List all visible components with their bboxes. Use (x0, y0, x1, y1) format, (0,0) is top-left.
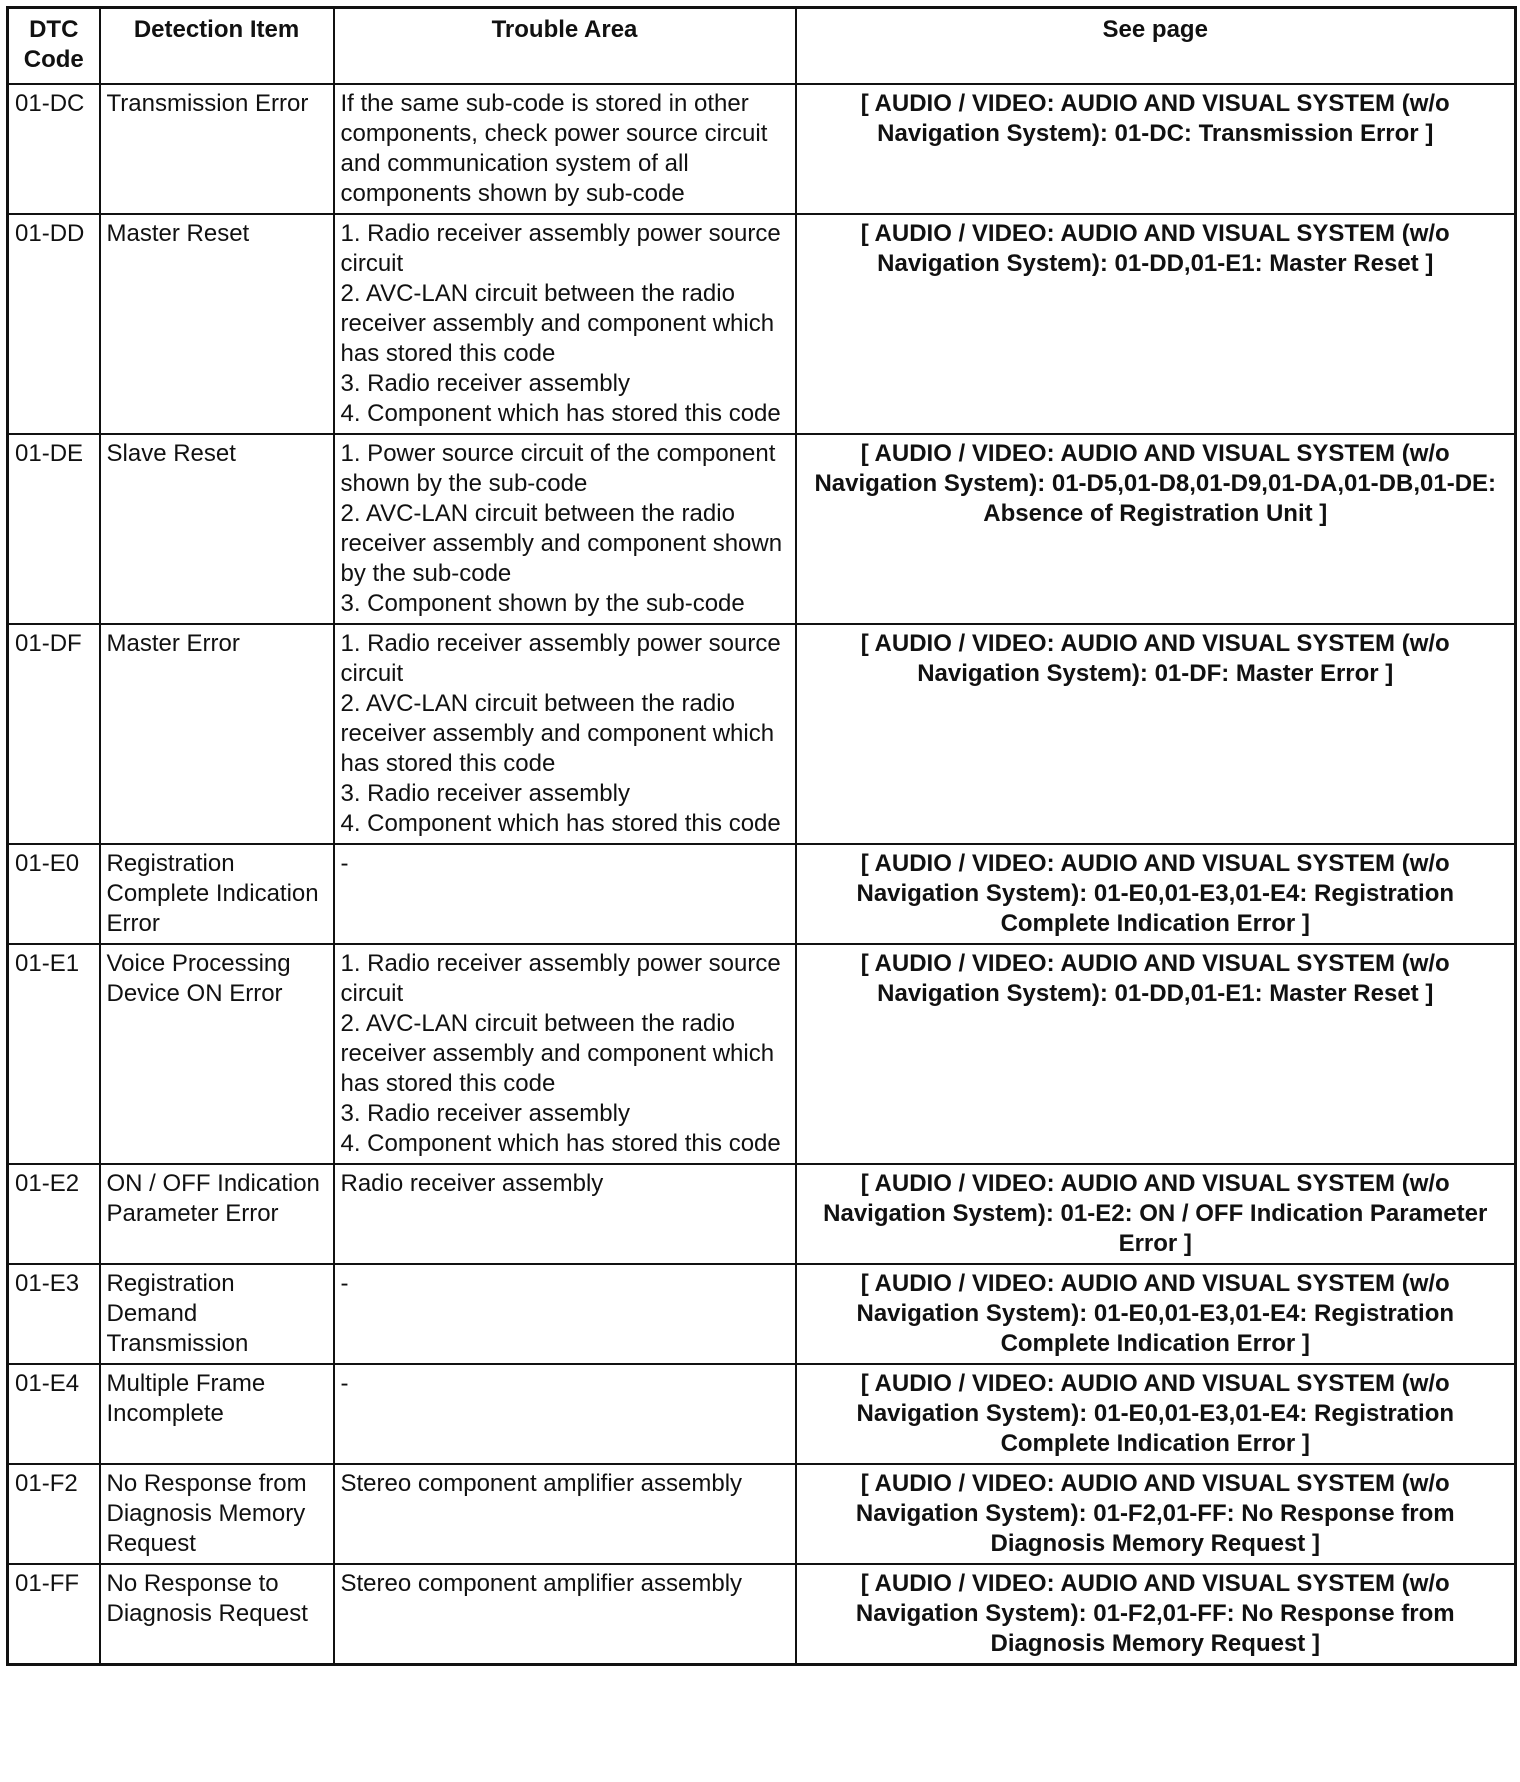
trouble-area-line: Stereo component amplifier assembly (340, 1570, 743, 1597)
detection-item-cell: Registration Complete Indication Error (100, 844, 334, 944)
detection-item-cell: Voice Processing Device ON Error (100, 944, 334, 1164)
table-row (8, 1564, 1516, 1665)
trouble-area-line: - (340, 1370, 349, 1397)
trouble-area-line: 2. AVC-LAN circuit between the radio receiver assembly and component shown by the sub-code (340, 500, 783, 587)
trouble-area-cell (334, 214, 796, 434)
trouble-area-line: Stereo component amplifier assembly (340, 1470, 743, 1497)
table-row (8, 844, 1516, 944)
trouble-area-line: Radio receiver assembly (340, 1170, 604, 1197)
table-row (8, 1364, 1516, 1464)
detection-item-cell: Transmission Error (100, 84, 334, 214)
dtc-code-cell: 01-DC (8, 84, 100, 214)
table-row (8, 84, 1516, 214)
dtc-code-cell: 01-E2 (8, 1164, 100, 1264)
detection-item-cell: Master Error (100, 624, 334, 844)
header-detection-item: Detection Item (100, 8, 334, 85)
header-trouble-area: Trouble Area (334, 8, 796, 85)
see-page-link[interactable]: [ AUDIO / VIDEO: AUDIO AND VISUAL SYSTEM (w/o Navigation System): 01-DC: Transmission Error ] (796, 84, 1516, 214)
trouble-area-line: 4. Component which has stored this code (340, 810, 781, 837)
trouble-area-line: If the same sub-code is stored in other components, check power source circuit and communication system of all components shown by sub-code (340, 90, 768, 207)
table-row (8, 624, 1516, 844)
trouble-area-cell (334, 944, 796, 1164)
trouble-area-cell (334, 1164, 796, 1264)
dtc-code-cell: 01-FF (8, 1564, 100, 1665)
see-page-link[interactable]: [ AUDIO / VIDEO: AUDIO AND VISUAL SYSTEM (w/o Navigation System): 01-F2,01-FF: No Response from Diagnosis Memory Request ] (796, 1564, 1516, 1665)
dtc-code-cell: 01-E1 (8, 944, 100, 1164)
dtc-code-cell: 01-F2 (8, 1464, 100, 1564)
trouble-area-cell (334, 434, 796, 624)
trouble-area-cell (334, 1464, 796, 1564)
see-page-link[interactable]: [ AUDIO / VIDEO: AUDIO AND VISUAL SYSTEM (w/o Navigation System): 01-DD,01-E1: Master Reset ] (796, 214, 1516, 434)
detection-item-cell: ON / OFF Indication Parameter Error (100, 1164, 334, 1264)
dtc-code-cell: 01-E3 (8, 1264, 100, 1364)
trouble-area-line: 1. Radio receiver assembly power source circuit (340, 630, 781, 687)
trouble-area-line: 1. Power source circuit of the component shown by the sub-code (340, 440, 776, 497)
detection-item-cell: No Response to Diagnosis Request (100, 1564, 334, 1665)
dtc-code-cell: 01-DD (8, 214, 100, 434)
table-row (8, 1164, 1516, 1264)
trouble-area-line: 4. Component which has stored this code (340, 400, 781, 427)
header-dtc-code: DTC Code (8, 8, 100, 85)
trouble-area-line: 3. Radio receiver assembly (340, 780, 630, 807)
dtc-code-cell: 01-DE (8, 434, 100, 624)
detection-item-cell: Multiple Frame Incomplete (100, 1364, 334, 1464)
see-page-link[interactable]: [ AUDIO / VIDEO: AUDIO AND VISUAL SYSTEM (w/o Navigation System): 01-D5,01-D8,01-D9,01-DA,01-DB,01-DE: Absence of Registration Unit ] (796, 434, 1516, 624)
trouble-area-line: 3. Radio receiver assembly (340, 370, 630, 397)
dtc-code-cell: 01-DF (8, 624, 100, 844)
table-row (8, 434, 1516, 624)
table-row (8, 944, 1516, 1164)
see-page-link[interactable]: [ AUDIO / VIDEO: AUDIO AND VISUAL SYSTEM (w/o Navigation System): 01-E2: ON / OFF Indication Parameter Error ] (796, 1164, 1516, 1264)
trouble-area-cell (334, 624, 796, 844)
detection-item-cell: Slave Reset (100, 434, 334, 624)
dtc-table (6, 6, 1517, 1666)
trouble-area-line: 4. Component which has stored this code (340, 1130, 781, 1157)
trouble-area-cell (334, 1364, 796, 1464)
trouble-area-line: 2. AVC-LAN circuit between the radio receiver assembly and component which has stored this code (340, 1010, 775, 1097)
detection-item-cell: Master Reset (100, 214, 334, 434)
see-page-link[interactable]: [ AUDIO / VIDEO: AUDIO AND VISUAL SYSTEM (w/o Navigation System): 01-DF: Master Error ] (796, 624, 1516, 844)
table-row (8, 214, 1516, 434)
header-see-page: See page (796, 8, 1516, 85)
trouble-area-line: 2. AVC-LAN circuit between the radio receiver assembly and component which has stored this code (340, 280, 775, 367)
table-body (8, 84, 1516, 1665)
trouble-area-line: 1. Radio receiver assembly power source circuit (340, 950, 781, 1007)
trouble-area-cell (334, 844, 796, 944)
detection-item-cell: No Response from Diagnosis Memory Request (100, 1464, 334, 1564)
table-row (8, 1264, 1516, 1364)
see-page-link[interactable]: [ AUDIO / VIDEO: AUDIO AND VISUAL SYSTEM (w/o Navigation System): 01-DD,01-E1: Master Reset ] (796, 944, 1516, 1164)
table-header-row (8, 8, 1516, 85)
trouble-area-line: 3. Radio receiver assembly (340, 1100, 630, 1127)
trouble-area-line: - (340, 1270, 349, 1297)
dtc-code-cell: 01-E4 (8, 1364, 100, 1464)
trouble-area-line: 2. AVC-LAN circuit between the radio receiver assembly and component which has stored this code (340, 690, 775, 777)
see-page-link[interactable]: [ AUDIO / VIDEO: AUDIO AND VISUAL SYSTEM (w/o Navigation System): 01-E0,01-E3,01-E4: Registration Complete Indication Error ] (796, 844, 1516, 944)
trouble-area-line: 1. Radio receiver assembly power source circuit (340, 220, 781, 277)
detection-item-cell: Registration Demand Transmission (100, 1264, 334, 1364)
dtc-code-cell: 01-E0 (8, 844, 100, 944)
trouble-area-cell (334, 1564, 796, 1665)
trouble-area-line: - (340, 850, 349, 877)
table-row (8, 1464, 1516, 1564)
see-page-link[interactable]: [ AUDIO / VIDEO: AUDIO AND VISUAL SYSTEM (w/o Navigation System): 01-E0,01-E3,01-E4: Registration Complete Indication Error ] (796, 1264, 1516, 1364)
see-page-link[interactable]: [ AUDIO / VIDEO: AUDIO AND VISUAL SYSTEM (w/o Navigation System): 01-F2,01-FF: No Response from Diagnosis Memory Request ] (796, 1464, 1516, 1564)
trouble-area-line: 3. Component shown by the sub-code (340, 590, 745, 617)
trouble-area-cell (334, 84, 796, 214)
trouble-area-cell (334, 1264, 796, 1364)
see-page-link[interactable]: [ AUDIO / VIDEO: AUDIO AND VISUAL SYSTEM (w/o Navigation System): 01-E0,01-E3,01-E4: Registration Complete Indication Error ] (796, 1364, 1516, 1464)
